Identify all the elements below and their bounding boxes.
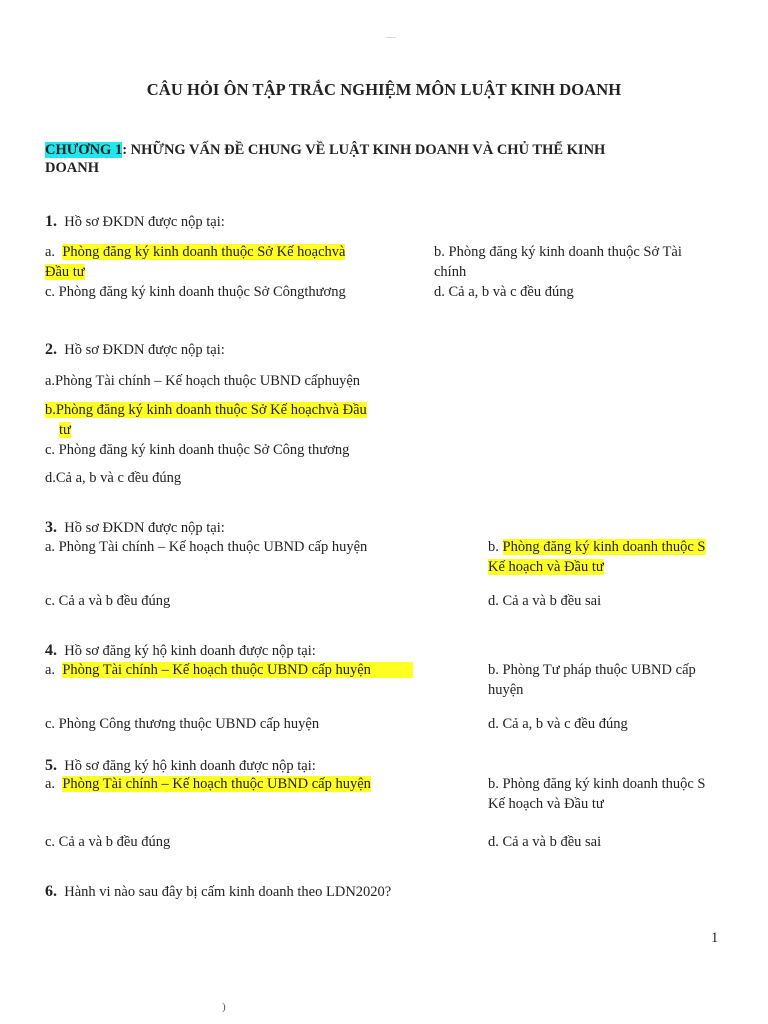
question-5-stem xyxy=(45,756,316,776)
option-b-text-line2: tư xyxy=(59,422,71,438)
option-a-text-line2: Đầu tư xyxy=(45,264,85,280)
chapter-title-line1: : NHỮNG VẤN ĐỀ CHUNG VỀ LUẬT KINH DOANH VÀ CHỦ THỂ KINH xyxy=(122,142,606,158)
option-prefix: a. xyxy=(45,662,56,678)
q3-option-d: d. Cả a và b đều sai xyxy=(488,593,602,609)
question-text: Hồ sơ đăng ký hộ kinh doanh được nộp tại: xyxy=(64,758,316,774)
question-number: 4. xyxy=(45,642,57,659)
option-b-text-line1: b.Phòng đăng ký kinh doanh thuộc Sở Kế hoạchvà Đầu xyxy=(45,402,367,418)
q5-option-c: c. Cả a và b đều đúng xyxy=(45,834,171,850)
footer-mark: ) xyxy=(222,1001,226,1013)
question-text: Hồ sơ ĐKDN được nộp tại: xyxy=(64,342,225,358)
question-text: Hành vi nào sau đây bị cấm kinh doanh theo LDN2020? xyxy=(64,884,392,900)
option-a-text-line1: Phòng đăng ký kinh doanh thuộc Sở Kế hoạchvà xyxy=(62,244,346,260)
option-b-text-line1: b. Phòng Tư pháp thuộc UBND cấp xyxy=(488,662,696,678)
question-2-stem xyxy=(45,340,225,360)
option-b-text-line2: Kế hoạch và Đầu tư xyxy=(488,796,604,812)
question-text: Hồ sơ ĐKDN được nộp tại: xyxy=(64,214,225,230)
option-b-text-line1: Phòng đăng ký kinh doanh thuộc S xyxy=(502,539,706,555)
question-1-stem xyxy=(45,212,225,232)
q3-option-c: c. Cả a và b đều đúng xyxy=(45,593,171,609)
chapter-heading xyxy=(45,141,745,177)
q4-option-d: d. Cả a, b và c đều đúng xyxy=(488,716,628,732)
question-text: Hồ sơ ĐKDN được nộp tại: xyxy=(64,520,225,536)
option-b-text-line1: b. Phòng đăng ký kinh doanh thuộc Sở Tài xyxy=(434,244,682,260)
page-number: 1 xyxy=(711,930,719,946)
question-number: 3. xyxy=(45,519,57,536)
question-number: 1. xyxy=(45,213,57,230)
chapter-label: CHƯƠNG 1 xyxy=(45,142,123,158)
option-prefix: b. xyxy=(488,539,499,555)
q1-option-a xyxy=(45,242,345,282)
question-number: 5. xyxy=(45,757,57,774)
q1-option-c: c. Phòng đăng ký kinh doanh thuộc Sở Côngthương xyxy=(45,284,346,300)
question-text: Hồ sơ đăng ký hộ kinh doanh được nộp tại: xyxy=(64,643,316,659)
q2-option-c: c. Phòng đăng ký kinh doanh thuộc Sở Công thương xyxy=(45,442,350,458)
question-number: 6. xyxy=(45,883,57,900)
q4-option-c: c. Phòng Công thương thuộc UBND cấp huyện xyxy=(45,716,320,732)
option-b-text-line2: chính xyxy=(434,264,467,280)
option-prefix: a. xyxy=(45,776,56,792)
question-6-stem xyxy=(45,882,391,902)
question-3-stem xyxy=(45,518,225,538)
option-b-text-line1: b. Phòng đăng ký kinh doanh thuộc S xyxy=(488,776,706,792)
header-mark-2: — xyxy=(386,32,396,43)
option-prefix: a. xyxy=(45,244,56,260)
q3-option-b xyxy=(488,537,706,577)
q5-option-b xyxy=(488,774,706,814)
q5-option-a xyxy=(45,774,371,794)
q5-option-d: d. Cả a và b đều sai xyxy=(488,834,602,850)
question-4-stem xyxy=(45,641,316,661)
question-number: 2. xyxy=(45,341,57,358)
q3-option-a: a. Phòng Tài chính – Kế hoạch thuộc UBND cấp huyện xyxy=(45,539,368,555)
option-a-text: Phòng Tài chính – Kế hoạch thuộc UBND cấp huyện xyxy=(62,662,413,678)
header-mark-1 xyxy=(378,0,388,5)
q1-option-b xyxy=(434,242,682,282)
page-title: CÂU HỎI ÔN TẬP TRẮC NGHIỆM MÔN LUẬT KINH DOANH xyxy=(146,80,622,99)
q2-option-b xyxy=(45,400,367,440)
chapter-title-line2: DOANH xyxy=(45,160,99,176)
option-b-text-line2: Kế hoạch và Đầu tư xyxy=(488,559,604,575)
q2-option-a: a.Phòng Tài chính – Kế hoạch thuộc UBND cấphuyện xyxy=(45,373,361,389)
q1-option-d: d. Cả a, b và c đều đúng xyxy=(434,284,574,300)
q2-option-d: d.Cả a, b và c đều đúng xyxy=(45,470,182,486)
q4-option-b xyxy=(488,660,696,700)
option-a-text: Phòng Tài chính – Kế hoạch thuộc UBND cấp huyện xyxy=(62,776,371,792)
option-b-text-line2: huyện xyxy=(488,682,524,698)
q4-option-a xyxy=(45,660,413,680)
